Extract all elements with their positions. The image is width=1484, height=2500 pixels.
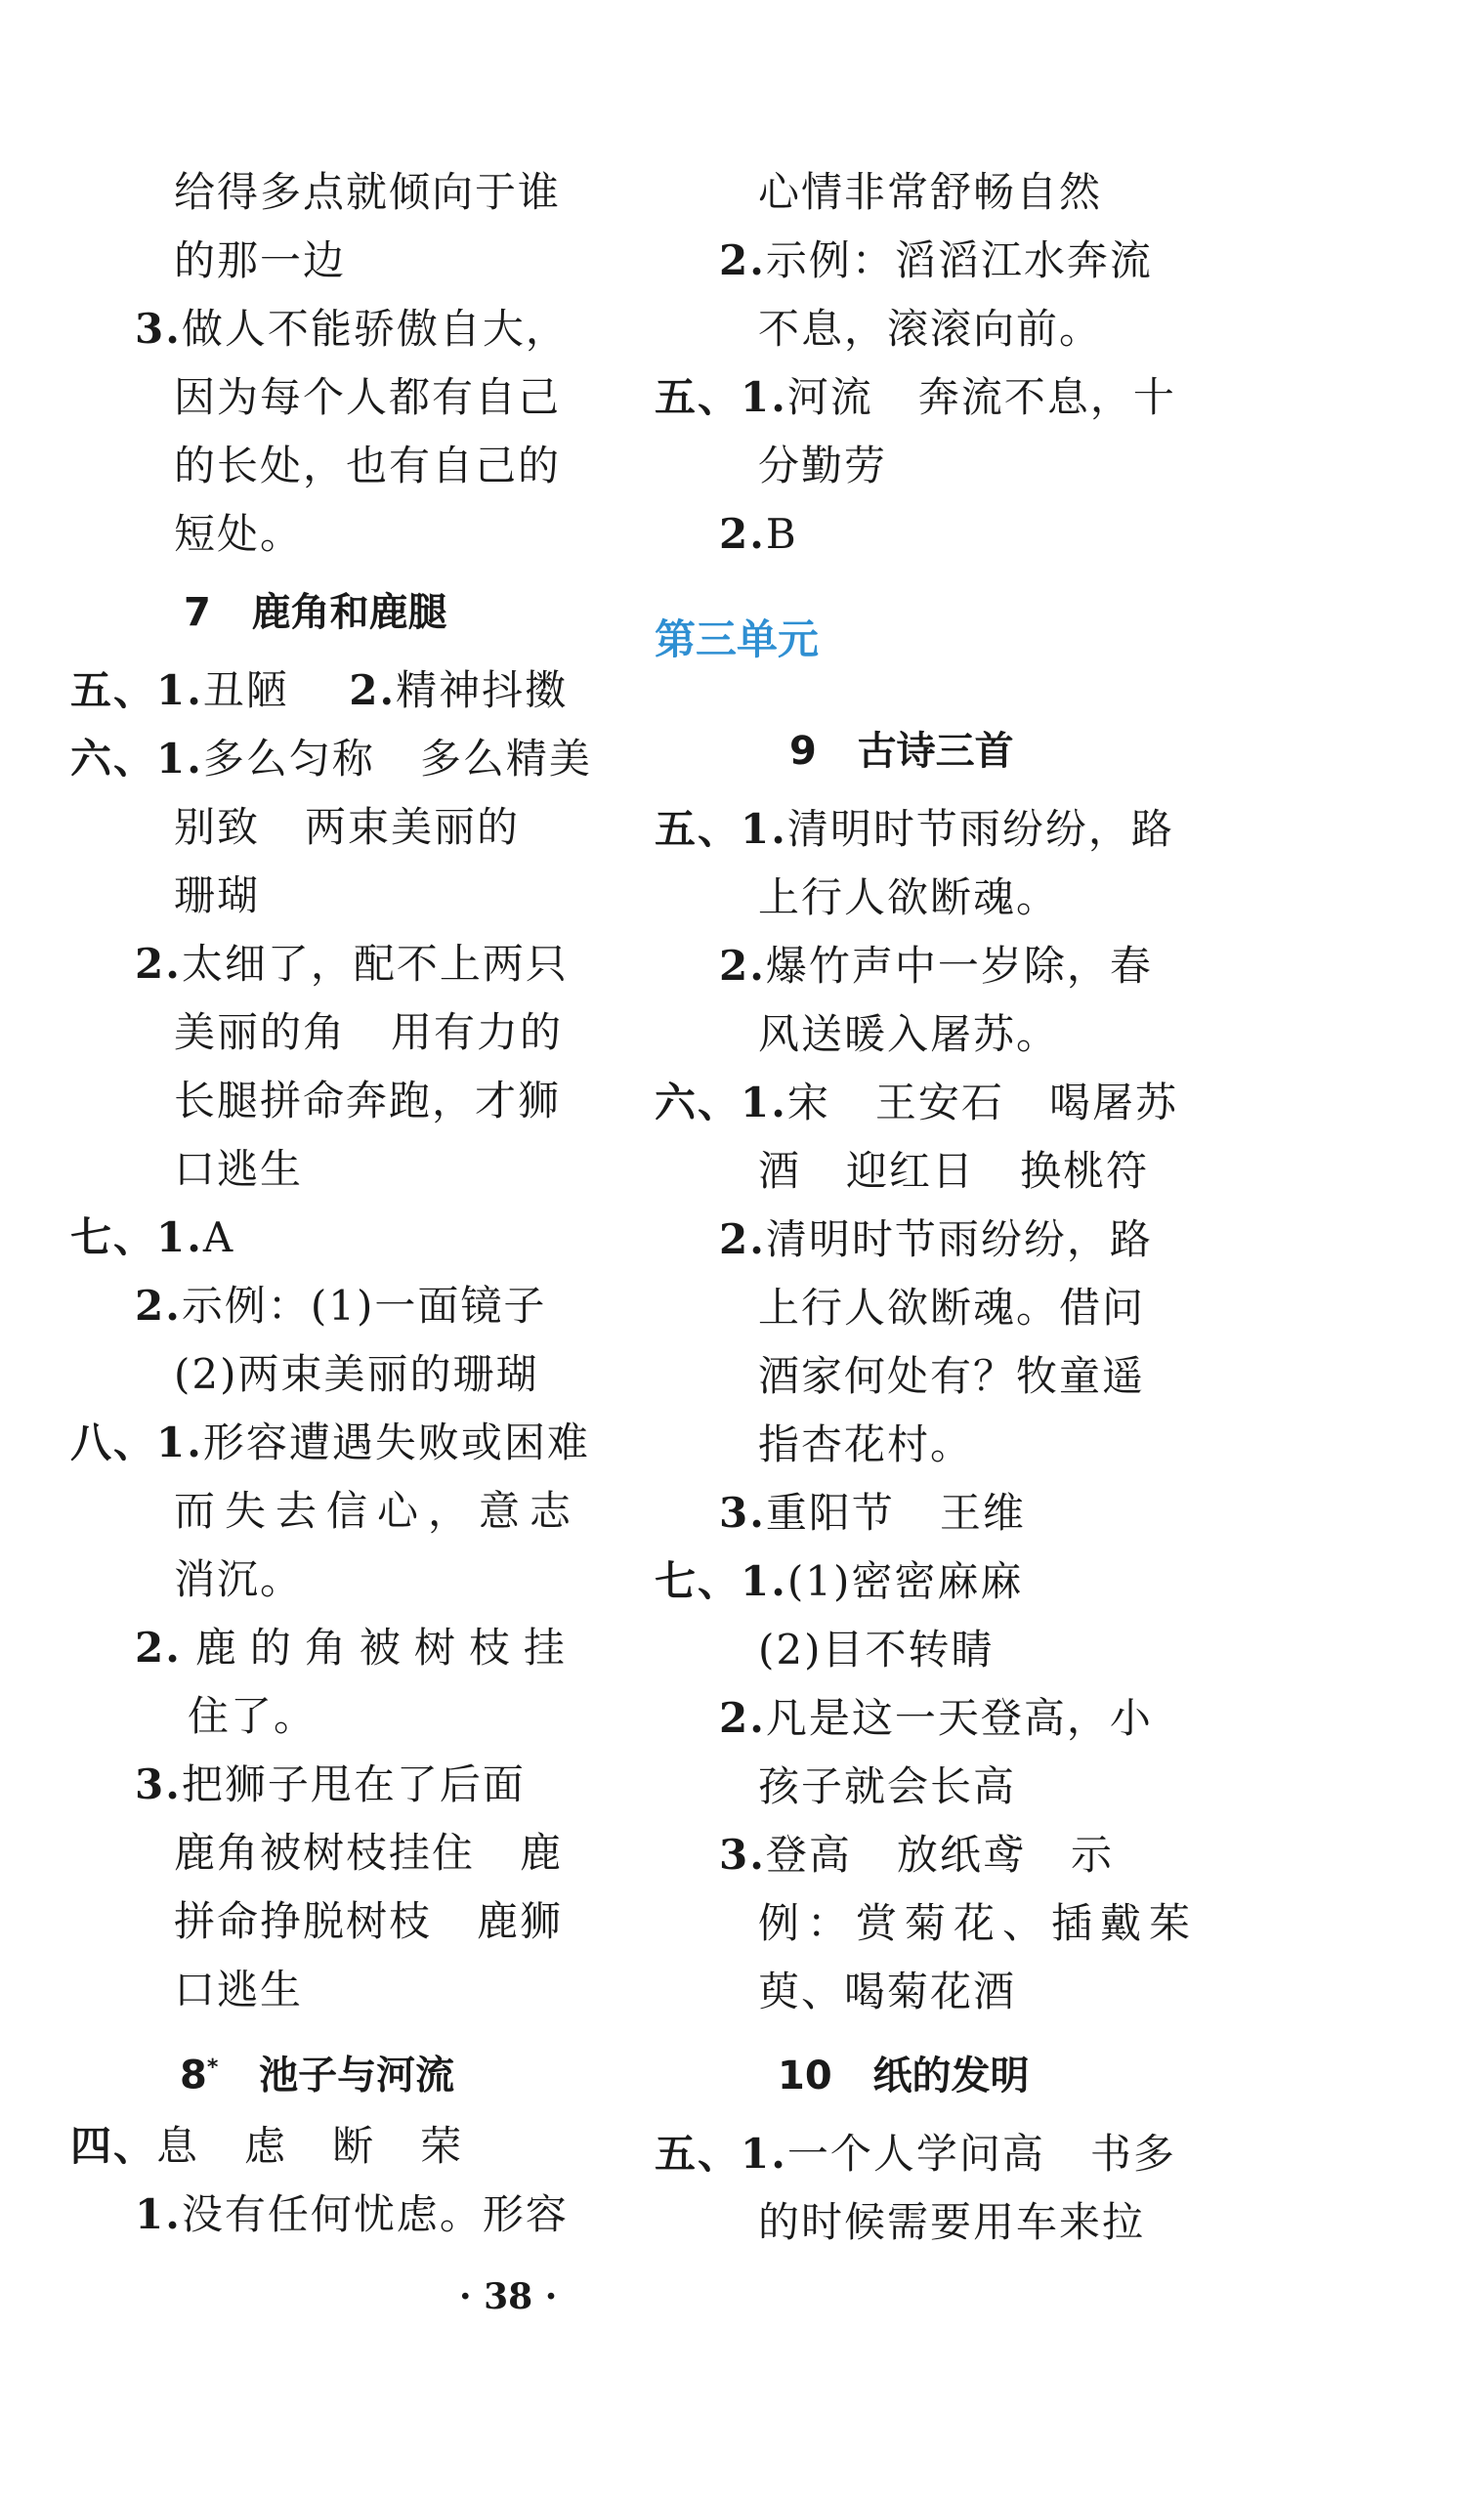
answer-text: 没有任何忧虑。形容	[181, 2190, 569, 2238]
answer-text: 丑陋	[202, 666, 289, 714]
text-line: 萸、喝菊花酒	[758, 1968, 1017, 2015]
answer-item	[719, 234, 1153, 287]
answer-item	[135, 938, 569, 991]
answer-item	[655, 371, 1176, 424]
text-line: 的时候需要用车来拉	[758, 2198, 1146, 2246]
page-number: · 38 ·	[459, 2276, 558, 2317]
answer-text: 清明时节雨纷纷，路	[765, 1215, 1153, 1263]
answer-item	[70, 664, 568, 717]
text-line: 消沉。	[174, 1555, 304, 1603]
item-marker: 六、1.	[70, 735, 203, 783]
item-marker: 2.	[349, 666, 397, 714]
answer-item	[135, 1622, 578, 1674]
answer-item	[655, 2128, 1176, 2181]
answer-text: 精神抖擞	[396, 666, 569, 714]
answer-item	[655, 1077, 1178, 1129]
text-line: 上行人欲断魂。借问	[758, 1284, 1146, 1332]
text-line: 长腿拼命奔跑，才狮	[174, 1077, 562, 1124]
text-line: 分勤劳	[758, 442, 888, 489]
item-marker: 3.	[719, 1831, 766, 1879]
item-marker: 2.	[719, 236, 766, 284]
text-line: 美丽的角 用有力的	[174, 1008, 564, 1056]
answer-text: 河流 奔流不息，十	[786, 373, 1176, 421]
text-line: 上行人欲断魂。	[758, 873, 1060, 921]
answer-item	[135, 1280, 546, 1333]
item-marker: 2.	[719, 1215, 766, 1263]
lesson-heading: 7 鹿角和鹿腿	[184, 590, 447, 635]
answer-text: 凡是这一天登高，小	[765, 1694, 1153, 1742]
text-line: 例：赏菊花、插戴茱	[758, 1899, 1199, 1947]
answer-text: 示例：滔滔江水奔流	[765, 236, 1153, 284]
item-marker: 2.	[135, 1282, 182, 1330]
answer-text: 重阳节 王维	[765, 1489, 1026, 1537]
text-line: 指杏花村。	[758, 1420, 974, 1468]
answer-text: 鹿的角被树枝挂	[194, 1624, 578, 1672]
unit-title: 第三单元	[655, 615, 820, 663]
item-marker: 六、1.	[655, 1079, 787, 1126]
text-line: 酒家何处有？牧童遥	[758, 1352, 1146, 1400]
answer-item	[719, 1692, 1153, 1745]
answer-item	[70, 733, 592, 785]
item-marker: 五、1.	[655, 805, 787, 853]
item-marker: 3.	[135, 305, 182, 353]
item-marker: 2.	[719, 1694, 766, 1742]
text-line: 的长处，也有自己的	[174, 442, 562, 489]
answer-text: 息 虑 断 荣	[156, 2122, 464, 2170]
answer-item	[135, 1758, 526, 1811]
item-marker: 七、1.	[655, 1557, 787, 1605]
text-line: 酒 迎红日 换桃符	[758, 1147, 1150, 1195]
answer-item	[655, 1555, 1023, 1608]
answer-text: 太细了，配不上两只	[181, 940, 569, 988]
item-marker: 五、1.	[70, 666, 203, 714]
answer-text: 把狮子甩在了后面	[181, 1760, 526, 1808]
text-line: 住了。	[188, 1692, 318, 1740]
lesson-heading	[180, 2042, 454, 2101]
text-line: 的那一边	[174, 236, 347, 284]
item-marker: 八、1.	[70, 1419, 203, 1466]
answer-item	[655, 803, 1174, 856]
item-marker: 2.	[719, 942, 766, 990]
answer-item	[719, 508, 798, 561]
text-line: 因为每个人都有自己	[174, 373, 562, 421]
answer-item	[719, 1829, 1114, 1882]
item-marker: 2.	[135, 940, 182, 988]
item-marker: 3.	[135, 1760, 182, 1808]
text-line: (2)目不转睛	[758, 1626, 995, 1674]
text-line: 心情非常舒畅自然	[758, 168, 1103, 216]
item-marker: 2.	[135, 1624, 182, 1672]
star-mark: *	[206, 2055, 219, 2080]
text-line: 别致 两束美丽的	[174, 803, 521, 851]
answer-item	[135, 303, 569, 356]
answer-text: 一个人学问高 书多	[786, 2130, 1176, 2178]
answer-text: 示例：(1)一面镜子	[181, 1282, 547, 1330]
lesson-heading: 10 纸的发明	[778, 2054, 1030, 2098]
answer-text: 宋 王安石 喝屠苏	[786, 1079, 1178, 1126]
lesson-title: 池子与河流	[259, 2053, 455, 2098]
answer-text: A	[202, 1213, 235, 1261]
text-line: 短处。	[174, 510, 304, 558]
answer-text: 多么匀称 多么精美	[202, 735, 592, 783]
text-line: 鹿角被树枝挂住 鹿	[174, 1829, 564, 1877]
answer-item	[70, 2120, 463, 2173]
item-marker: 五、1.	[655, 373, 787, 421]
text-line: 不息，滚滚向前。	[758, 305, 1103, 353]
item-marker: 五、1.	[655, 2130, 787, 2178]
answer-text: B	[765, 510, 798, 558]
answer-text: 清明时节雨纷纷，路	[786, 805, 1174, 853]
answer-item	[719, 1487, 1026, 1540]
answer-text: (1)密密麻麻	[786, 1557, 1024, 1605]
answer-item	[719, 940, 1153, 993]
text-line: 珊瑚	[174, 871, 261, 919]
item-marker: 1.	[135, 2190, 182, 2238]
text-line: 风送暖入屠苏。	[758, 1010, 1060, 1058]
lesson-number: 8	[180, 2053, 207, 2098]
text-line: 孩子就会长高	[758, 1762, 1017, 1810]
answer-item	[70, 1211, 234, 1264]
item-marker: 2.	[719, 510, 766, 558]
answer-item	[719, 1213, 1153, 1266]
answer-text: 登高 放纸鸢 示	[765, 1831, 1114, 1879]
answer-item	[70, 1417, 590, 1469]
answer-text: 爆竹声中一岁除，春	[765, 942, 1153, 990]
text-line: (2)两束美丽的珊瑚	[174, 1350, 539, 1398]
text-line: 而失去信心，意志	[174, 1487, 581, 1535]
answer-text: 形容遭遇失败或困难	[202, 1419, 590, 1466]
text-line: 口逃生	[174, 1966, 304, 2013]
lesson-heading: 9 古诗三首	[789, 729, 1014, 774]
answer-item	[135, 2188, 569, 2241]
item-marker: 七、1.	[70, 1213, 203, 1261]
text-line: 口逃生	[174, 1145, 304, 1193]
item-marker: 3.	[719, 1489, 766, 1537]
text-line: 给得多点就倾向于谁	[174, 168, 562, 216]
text-line: 拼命挣脱树枝 鹿狮	[174, 1897, 564, 1945]
answer-text: 做人不能骄傲自大，	[181, 305, 569, 353]
item-marker: 四、	[70, 2122, 157, 2170]
